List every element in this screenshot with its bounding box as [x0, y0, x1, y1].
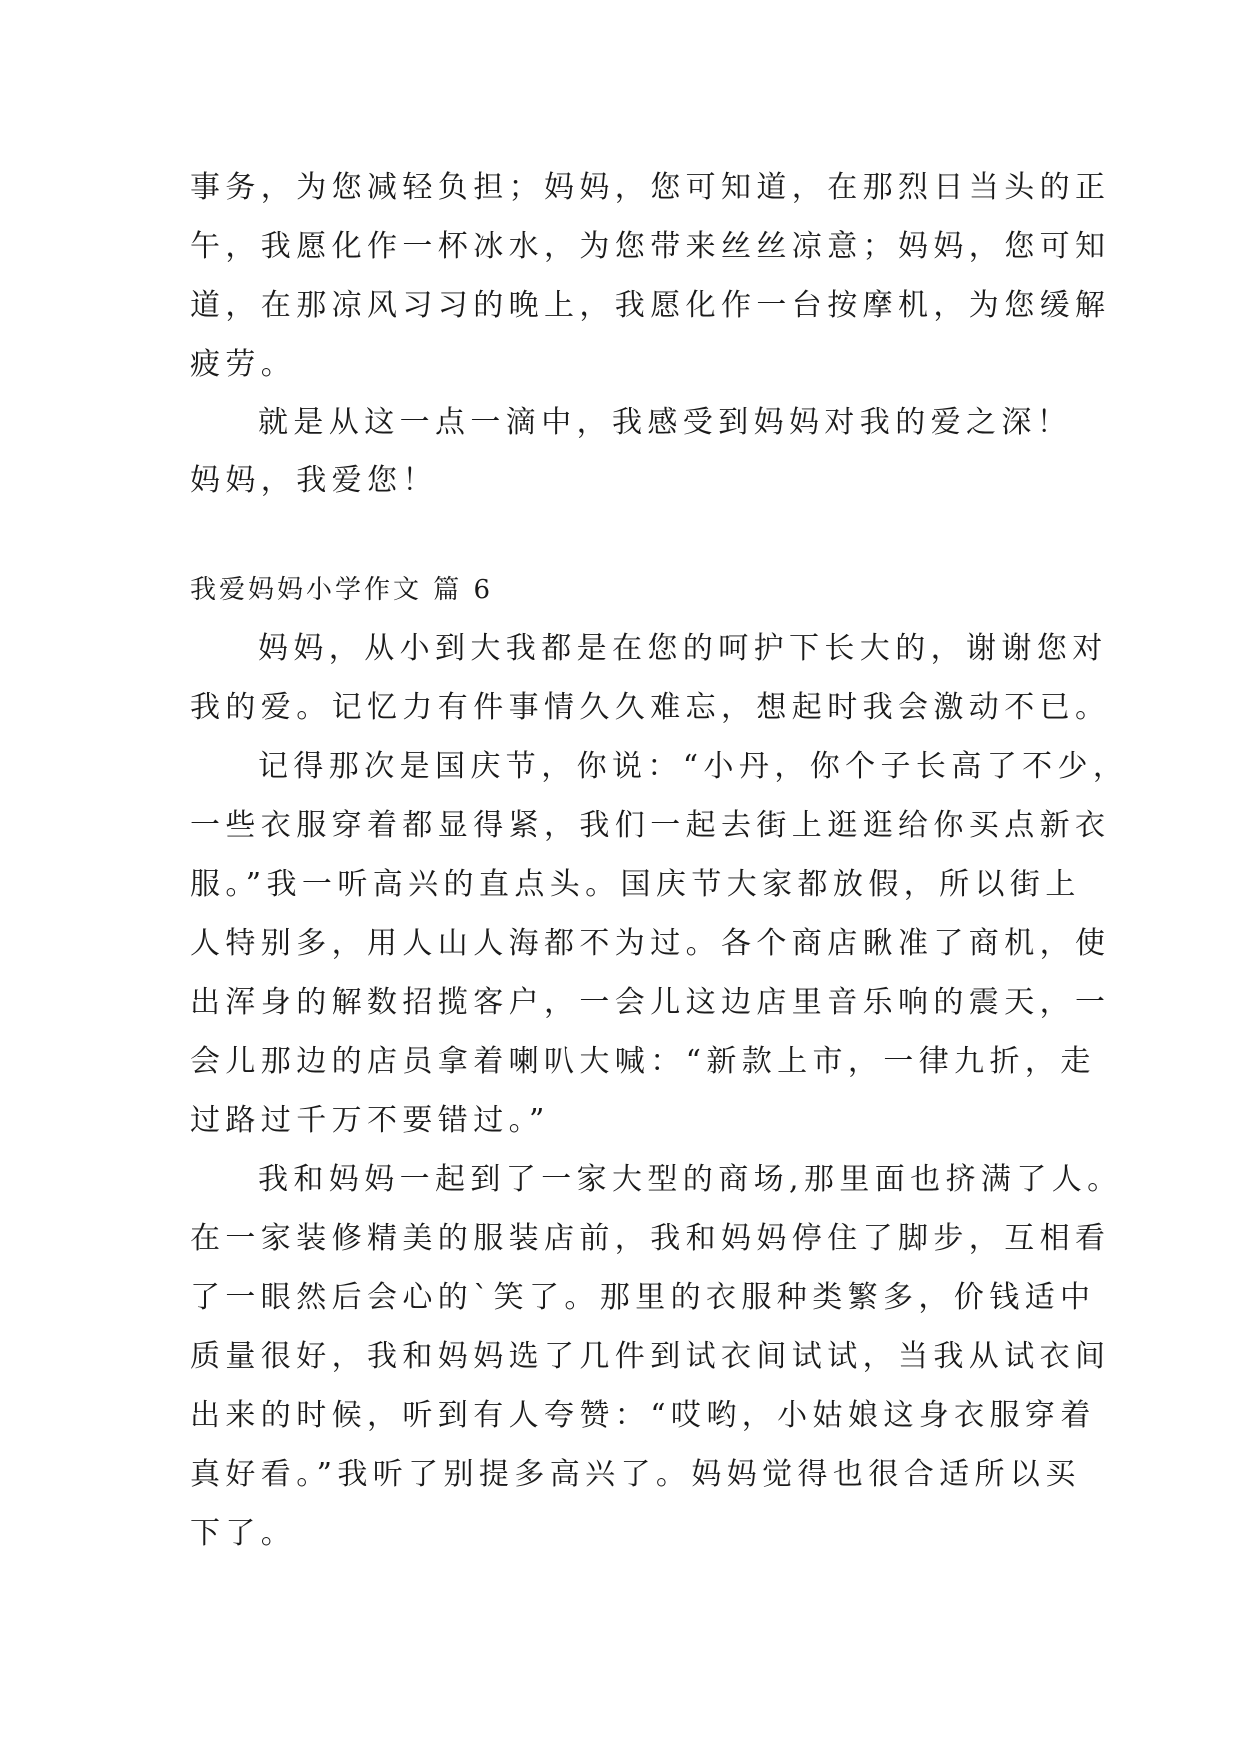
text-line: 午，我愿化作一杯冰水，为您带来丝丝凉意；妈妈，您可知: [190, 229, 1111, 264]
text-line: 质量很好，我和妈妈选了几件到试衣间试试，当我从试衣间: [190, 1339, 1111, 1374]
text-line: 道，在那凉风习习的晚上，我愿化作一台按摩机，为您缓解: [190, 288, 1111, 323]
text-line: 出浑身的解数招揽客户，一会儿这边店里音乐响的震天，一: [190, 985, 1111, 1020]
text-line: 服。”我一听高兴的直点头。国庆节大家都放假，所以街上: [190, 867, 1081, 902]
text-line: 事务，为您减轻负担；妈妈，您可知道，在那烈日当头的正: [190, 170, 1111, 205]
text-line: 在一家装修精美的服装店前，我和妈妈停住了脚步，互相看: [190, 1221, 1111, 1256]
text-line: 真好看。”我听了别提多高兴了。妈妈觉得也很合适所以买: [190, 1457, 1081, 1492]
text-line: 疲劳。: [190, 347, 297, 382]
text-line: 就是从这一点一滴中，我感受到妈妈对我的爱之深！: [258, 405, 1073, 440]
text-line: 下了。: [190, 1516, 297, 1551]
text-line: 我和妈妈一起到了一家大型的商场,那里面也挤满了人。: [258, 1162, 1123, 1197]
text-line: 记得那次是国庆节，你说：“小丹，你个子长高了不少，: [258, 749, 1129, 784]
section-heading: 我爱妈妈小学作文 篇 6: [190, 575, 494, 605]
text-line: 人特别多，用人山人海都不为过。各个商店瞅准了商机，使: [190, 926, 1111, 961]
text-line: 了一眼然后会心的`笑了。那里的衣服种类繁多，价钱适中: [190, 1280, 1096, 1315]
text-line: 妈妈，从小到大我都是在您的呵护下长大的，谢谢您对: [258, 631, 1108, 666]
text-line: 过路过千万不要错过。”: [190, 1103, 550, 1138]
text-line: 一些衣服穿着都显得紧，我们一起去街上逛逛给你买点新衣: [190, 808, 1111, 843]
text-line: 我的爱。记忆力有件事情久久难忘，想起时我会激动不已。: [190, 690, 1111, 725]
text-line: 妈妈，我爱您！: [190, 463, 438, 498]
text-line: 出来的时候，听到有人夸赞：“哎哟，小姑娘这身衣服穿着: [190, 1398, 1096, 1433]
text-line: 会儿那边的店员拿着喇叭大喊：“新款上市，一律九折，走: [190, 1044, 1096, 1079]
